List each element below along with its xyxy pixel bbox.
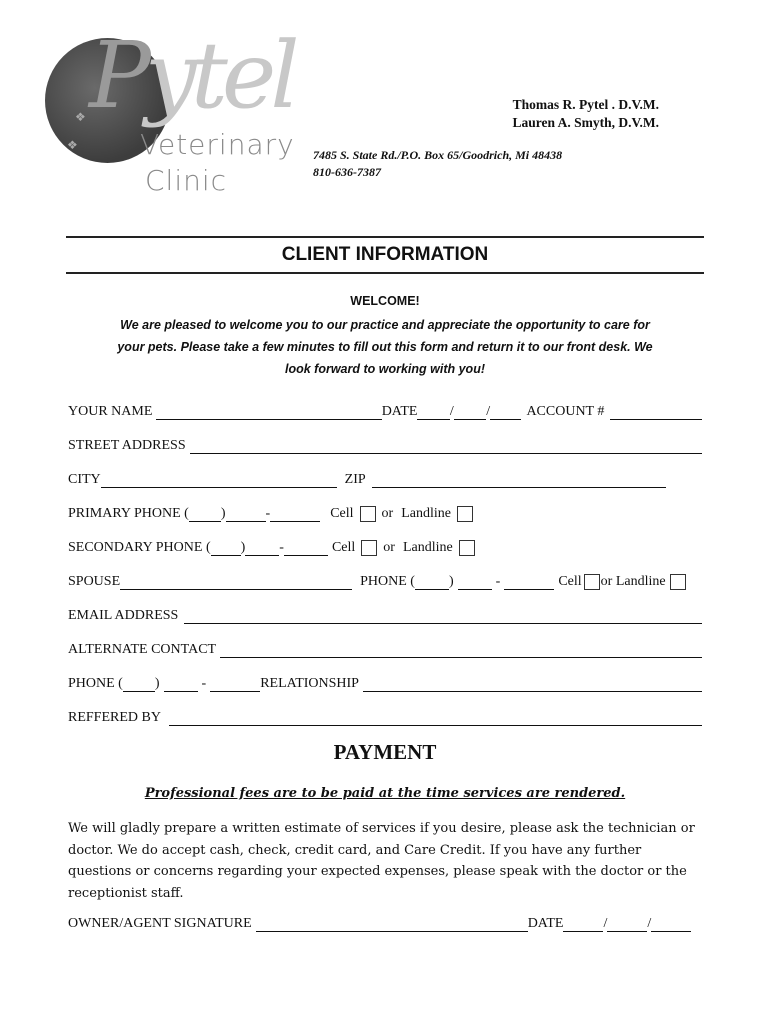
label-or: or bbox=[381, 506, 394, 521]
account-number-field[interactable] bbox=[610, 407, 702, 420]
label-date: DATE bbox=[381, 404, 418, 419]
logo-wordmark: Pytel bbox=[89, 22, 294, 129]
label-signature-date: DATE bbox=[527, 916, 564, 931]
label-landline: Landline bbox=[401, 506, 451, 521]
paw-print-icon: ❖ bbox=[75, 110, 86, 124]
label-your-name: YOUR NAME bbox=[68, 404, 153, 419]
signature-date-day-field[interactable] bbox=[607, 919, 647, 932]
primary-area-code-field[interactable] bbox=[189, 509, 221, 522]
alt-area-code-field[interactable] bbox=[123, 679, 155, 692]
label-or-landline: or Landline bbox=[600, 574, 666, 589]
date-slash: / bbox=[603, 916, 608, 931]
signature-field[interactable] bbox=[256, 919, 528, 932]
city-field[interactable] bbox=[101, 475, 337, 488]
label-phone: PHONE ( bbox=[68, 676, 123, 691]
primary-cell-checkbox[interactable] bbox=[360, 506, 376, 522]
row-city-zip bbox=[68, 470, 702, 488]
label-spouse: SPOUSE bbox=[68, 574, 121, 589]
row-secondary-phone bbox=[68, 538, 702, 556]
welcome-text: We are pleased to welcome you to our practice and appreciate the opportunity to care for your pets. Please take a few minutes to fill out this form and return it to our front desk. We look forward to working with you! bbox=[117, 318, 653, 376]
payment-note: Professional fees are to be paid at the time services are rendered. bbox=[144, 786, 626, 801]
phone-line: 810-636-7387 bbox=[313, 165, 381, 179]
secondary-landline-checkbox[interactable] bbox=[459, 540, 475, 556]
row-name-date-account bbox=[68, 402, 702, 420]
paw-print-icon: ❖ bbox=[67, 138, 78, 152]
date-slash: / bbox=[449, 404, 454, 419]
label-secondary-phone: SECONDARY PHONE ( bbox=[68, 540, 211, 555]
referred-by-field[interactable] bbox=[169, 713, 702, 726]
label-signature: OWNER/AGENT SIGNATURE bbox=[68, 916, 252, 931]
paren: ) bbox=[240, 540, 246, 555]
payment-text: We will gladly prepare a written estimate of services if you desire, please ask the technician or doctor. We do accept cash, check, credit card, and Care Credit. If you have any further questions or concerns regarding your expected expenses, please speak with the doctor or the receptionist staff. bbox=[68, 821, 695, 901]
dash: - bbox=[201, 676, 207, 691]
date-month-field[interactable] bbox=[417, 407, 449, 420]
dash: - bbox=[279, 540, 284, 555]
row-alternate-contact bbox=[68, 640, 702, 658]
dash: - bbox=[265, 506, 271, 521]
payment-heading: PAYMENT bbox=[333, 740, 437, 764]
row-spouse bbox=[68, 572, 702, 590]
signature-date-year-field[interactable] bbox=[651, 919, 691, 932]
secondary-prefix-field[interactable] bbox=[245, 543, 279, 556]
label-account: ACCOUNT # bbox=[526, 404, 605, 419]
clinic-logo bbox=[45, 22, 300, 208]
date-day-field[interactable] bbox=[454, 407, 486, 420]
address-line: 7485 S. State Rd./P.O. Box 65/Goodrich, Mi 48438 bbox=[313, 148, 563, 162]
label-email: EMAIL ADDRESS bbox=[68, 608, 179, 623]
secondary-area-code-field[interactable] bbox=[211, 543, 241, 556]
spouse-landline-checkbox[interactable] bbox=[670, 574, 686, 590]
label-cell: Cell bbox=[558, 574, 582, 589]
email-field[interactable] bbox=[184, 611, 702, 624]
your-name-field[interactable] bbox=[156, 407, 381, 420]
relationship-field[interactable] bbox=[363, 679, 702, 692]
doctor-name: Lauren A. Smyth, D.V.M. bbox=[512, 115, 659, 130]
label-relationship: RELATIONSHIP bbox=[260, 676, 359, 691]
alt-prefix-field[interactable] bbox=[164, 679, 198, 692]
date-year-field[interactable] bbox=[490, 407, 521, 420]
street-address-field[interactable] bbox=[190, 441, 702, 454]
label-landline: Landline bbox=[402, 540, 453, 555]
row-street bbox=[68, 436, 702, 454]
clinic-address bbox=[313, 147, 562, 181]
paren: ) bbox=[220, 506, 226, 521]
alt-line-field[interactable] bbox=[210, 679, 260, 692]
label-or: or bbox=[383, 540, 395, 555]
spouse-line-field[interactable] bbox=[504, 577, 554, 590]
page-title: CLIENT INFORMATION bbox=[66, 236, 704, 274]
paren: ) bbox=[448, 574, 454, 589]
dash: - bbox=[495, 574, 501, 589]
primary-prefix-field[interactable] bbox=[226, 509, 266, 522]
row-phone-relationship bbox=[68, 674, 702, 692]
primary-landline-checkbox[interactable] bbox=[457, 506, 473, 522]
label-primary-phone: PRIMARY PHONE ( bbox=[68, 506, 189, 521]
spouse-cell-checkbox[interactable] bbox=[584, 574, 600, 590]
label-city: CITY bbox=[68, 472, 101, 487]
paren: ) bbox=[154, 676, 160, 691]
label-zip: ZIP bbox=[344, 472, 366, 487]
alternate-contact-field[interactable] bbox=[220, 645, 702, 658]
spouse-prefix-field[interactable] bbox=[458, 577, 492, 590]
row-referred-by bbox=[68, 708, 702, 726]
label-spouse-phone: PHONE ( bbox=[360, 574, 415, 589]
date-slash: / bbox=[647, 916, 652, 931]
row-email bbox=[68, 606, 702, 624]
date-slash: / bbox=[486, 404, 491, 419]
label-cell: Cell bbox=[331, 540, 356, 555]
logo-line-veterinary: Veterinary bbox=[140, 128, 295, 161]
secondary-line-field[interactable] bbox=[284, 543, 328, 556]
primary-line-field[interactable] bbox=[270, 509, 320, 522]
logo-line-clinic: Clinic bbox=[145, 164, 228, 197]
label-cell: Cell bbox=[330, 506, 354, 521]
welcome-heading: WELCOME! bbox=[350, 294, 420, 308]
secondary-cell-checkbox[interactable] bbox=[361, 540, 377, 556]
doctor-name: Thomas R. Pytel . D.V.M. bbox=[512, 97, 659, 112]
label-referred-by: REFFERED BY bbox=[68, 710, 161, 725]
label-street-address: STREET ADDRESS bbox=[68, 438, 186, 453]
zip-field[interactable] bbox=[372, 475, 666, 488]
spouse-field[interactable] bbox=[120, 577, 352, 590]
row-signature bbox=[68, 914, 700, 932]
spouse-area-code-field[interactable] bbox=[415, 577, 449, 590]
label-alternate-contact: ALTERNATE CONTACT bbox=[68, 642, 217, 657]
row-primary-phone bbox=[68, 504, 702, 522]
signature-date-month-field[interactable] bbox=[563, 919, 603, 932]
doctor-names bbox=[512, 96, 659, 132]
